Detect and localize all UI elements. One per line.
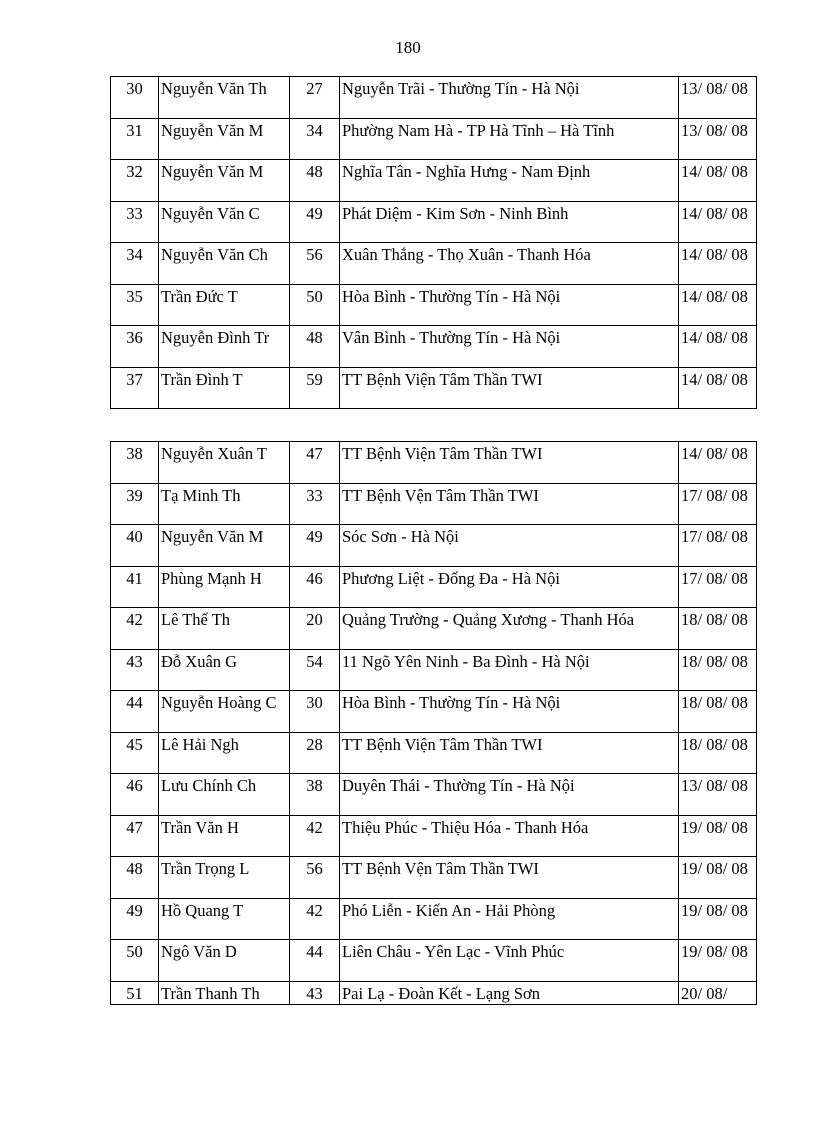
table-row xyxy=(111,940,757,982)
address-cell: Nghĩa Tân - Nghĩa Hưng - Nam Định xyxy=(340,160,679,202)
address-cell: Pai Lạ - Đoàn Kết - Lạng Sơn xyxy=(340,981,679,1004)
patient-name-cell: Nguyễn Văn Th xyxy=(159,77,290,119)
patient-name-cell: Trần Đức T xyxy=(159,284,290,326)
records-table-bottom xyxy=(110,441,757,1005)
table-row xyxy=(111,898,757,940)
age-cell: 30 xyxy=(290,691,340,733)
patient-name-cell: Trần Đình T xyxy=(159,367,290,409)
table-row xyxy=(111,857,757,899)
table-row xyxy=(111,566,757,608)
age-cell: 50 xyxy=(290,284,340,326)
address-cell: Xuân Thắng - Thọ Xuân - Thanh Hóa xyxy=(340,243,679,285)
date-cell: 17/ 08/ 08 xyxy=(679,566,757,608)
date-cell: 17/ 08/ 08 xyxy=(679,483,757,525)
date-cell: 19/ 08/ 08 xyxy=(679,940,757,982)
row-number-cell: 44 xyxy=(111,691,159,733)
age-cell: 54 xyxy=(290,649,340,691)
address-cell: 11 Ngõ Yên Ninh - Ba Đình - Hà Nội xyxy=(340,649,679,691)
table-row xyxy=(111,284,757,326)
date-cell: 18/ 08/ 08 xyxy=(679,608,757,650)
address-cell: TT Bệnh Vện Tâm Thần TWI xyxy=(340,857,679,899)
patient-name-cell: Lê Hải Ngh xyxy=(159,732,290,774)
records-table-top xyxy=(110,76,757,409)
table-row xyxy=(111,649,757,691)
date-cell: 13/ 08/ 08 xyxy=(679,774,757,816)
patient-name-cell: Phùng Mạnh H xyxy=(159,566,290,608)
row-number-cell: 39 xyxy=(111,483,159,525)
patient-name-cell: Nguyễn Đình Tr xyxy=(159,326,290,368)
age-cell: 49 xyxy=(290,201,340,243)
date-cell: 14/ 08/ 08 xyxy=(679,201,757,243)
date-cell: 18/ 08/ 08 xyxy=(679,649,757,691)
row-number-cell: 41 xyxy=(111,566,159,608)
patient-name-cell: Lê Thế Th xyxy=(159,608,290,650)
date-cell: 14/ 08/ 08 xyxy=(679,284,757,326)
address-cell: TT Bệnh Viện Tâm Thần TWI xyxy=(340,367,679,409)
patient-name-cell: Nguyễn Hoàng C xyxy=(159,691,290,733)
records-table-top-body xyxy=(111,77,757,409)
row-number-cell: 30 xyxy=(111,77,159,119)
date-cell: 14/ 08/ 08 xyxy=(679,367,757,409)
patient-name-cell: Trần Văn H xyxy=(159,815,290,857)
patient-name-cell: Tạ Minh Th xyxy=(159,483,290,525)
table-row xyxy=(111,981,757,1004)
age-cell: 42 xyxy=(290,815,340,857)
date-cell: 19/ 08/ 08 xyxy=(679,815,757,857)
patient-name-cell: Nguyễn Văn C xyxy=(159,201,290,243)
table-row xyxy=(111,326,757,368)
age-cell: 27 xyxy=(290,77,340,119)
address-cell: Phương Liệt - Đống Đa - Hà Nội xyxy=(340,566,679,608)
age-cell: 44 xyxy=(290,940,340,982)
age-cell: 42 xyxy=(290,898,340,940)
date-cell: 14/ 08/ 08 xyxy=(679,160,757,202)
address-cell: Thiệu Phúc - Thiệu Hóa - Thanh Hóa xyxy=(340,815,679,857)
age-cell: 56 xyxy=(290,243,340,285)
table-row xyxy=(111,483,757,525)
row-number-cell: 42 xyxy=(111,608,159,650)
table-row xyxy=(111,201,757,243)
date-cell: 19/ 08/ 08 xyxy=(679,898,757,940)
patient-name-cell: Nguyễn Văn M xyxy=(159,160,290,202)
date-cell: 14/ 08/ 08 xyxy=(679,442,757,484)
table-row xyxy=(111,160,757,202)
row-number-cell: 46 xyxy=(111,774,159,816)
row-number-cell: 43 xyxy=(111,649,159,691)
date-cell: 20/ 08/ xyxy=(679,981,757,1004)
date-cell: 14/ 08/ 08 xyxy=(679,243,757,285)
patient-name-cell: Nguyễn Văn Ch xyxy=(159,243,290,285)
row-number-cell: 34 xyxy=(111,243,159,285)
age-cell: 56 xyxy=(290,857,340,899)
age-cell: 49 xyxy=(290,525,340,567)
age-cell: 59 xyxy=(290,367,340,409)
row-number-cell: 31 xyxy=(111,118,159,160)
address-cell: Liên Châu - Yên Lạc - Vĩnh Phúc xyxy=(340,940,679,982)
date-cell: 13/ 08/ 08 xyxy=(679,118,757,160)
address-cell: TT Bệnh Viện Tâm Thần TWI xyxy=(340,732,679,774)
address-cell: Hòa Bình - Thường Tín - Hà Nội xyxy=(340,284,679,326)
age-cell: 48 xyxy=(290,160,340,202)
address-cell: TT Bệnh Vện Tâm Thần TWI xyxy=(340,483,679,525)
patient-name-cell: Nguyễn Xuân T xyxy=(159,442,290,484)
address-cell: Nguyễn Trãi - Thường Tín - Hà Nội xyxy=(340,77,679,119)
table-row xyxy=(111,525,757,567)
table-row xyxy=(111,77,757,119)
date-cell: 17/ 08/ 08 xyxy=(679,525,757,567)
patient-name-cell: Nguyễn Văn M xyxy=(159,525,290,567)
table-row xyxy=(111,442,757,484)
row-number-cell: 47 xyxy=(111,815,159,857)
row-number-cell: 50 xyxy=(111,940,159,982)
records-table-bottom-body xyxy=(111,442,757,1005)
patient-name-cell: Trần Trọng L xyxy=(159,857,290,899)
patient-name-cell: Lưu Chính Ch xyxy=(159,774,290,816)
table-row xyxy=(111,691,757,733)
patient-name-cell: Hồ Quang T xyxy=(159,898,290,940)
table-row xyxy=(111,608,757,650)
row-number-cell: 37 xyxy=(111,367,159,409)
row-number-cell: 40 xyxy=(111,525,159,567)
row-number-cell: 35 xyxy=(111,284,159,326)
page-number: 180 xyxy=(395,38,421,57)
age-cell: 33 xyxy=(290,483,340,525)
row-number-cell: 33 xyxy=(111,201,159,243)
age-cell: 43 xyxy=(290,981,340,1004)
address-cell: Vân Bình - Thường Tín - Hà Nội xyxy=(340,326,679,368)
age-cell: 47 xyxy=(290,442,340,484)
patient-name-cell: Trần Thanh Th xyxy=(159,981,290,1004)
address-cell: Duyên Thái - Thường Tín - Hà Nội xyxy=(340,774,679,816)
row-number-cell: 45 xyxy=(111,732,159,774)
table-row xyxy=(111,367,757,409)
address-cell: Hòa Bình - Thường Tín - Hà Nội xyxy=(340,691,679,733)
table-row xyxy=(111,243,757,285)
date-cell: 18/ 08/ 08 xyxy=(679,691,757,733)
row-number-cell: 38 xyxy=(111,442,159,484)
row-number-cell: 32 xyxy=(111,160,159,202)
date-cell: 13/ 08/ 08 xyxy=(679,77,757,119)
row-number-cell: 49 xyxy=(111,898,159,940)
age-cell: 20 xyxy=(290,608,340,650)
table-row xyxy=(111,118,757,160)
patient-name-cell: Ngô Văn D xyxy=(159,940,290,982)
address-cell: Phường Nam Hà - TP Hà Tĩnh – Hà Tĩnh xyxy=(340,118,679,160)
address-cell: Sóc Sơn - Hà Nội xyxy=(340,525,679,567)
date-cell: 18/ 08/ 08 xyxy=(679,732,757,774)
date-cell: 14/ 08/ 08 xyxy=(679,326,757,368)
patient-name-cell: Đỗ Xuân G xyxy=(159,649,290,691)
row-number-cell: 51 xyxy=(111,981,159,1004)
table-row xyxy=(111,815,757,857)
age-cell: 38 xyxy=(290,774,340,816)
age-cell: 28 xyxy=(290,732,340,774)
date-cell: 19/ 08/ 08 xyxy=(679,857,757,899)
row-number-cell: 36 xyxy=(111,326,159,368)
table-row xyxy=(111,774,757,816)
age-cell: 46 xyxy=(290,566,340,608)
address-cell: Quảng Trường - Quảng Xương - Thanh Hóa xyxy=(340,608,679,650)
address-cell: TT Bệnh Viện Tâm Thần TWI xyxy=(340,442,679,484)
table-row xyxy=(111,732,757,774)
age-cell: 34 xyxy=(290,118,340,160)
address-cell: Phát Diệm - Kim Sơn - Ninh Bình xyxy=(340,201,679,243)
address-cell: Phó Liễn - Kiến An - Hải Phòng xyxy=(340,898,679,940)
age-cell: 48 xyxy=(290,326,340,368)
row-number-cell: 48 xyxy=(111,857,159,899)
patient-name-cell: Nguyễn Văn M xyxy=(159,118,290,160)
